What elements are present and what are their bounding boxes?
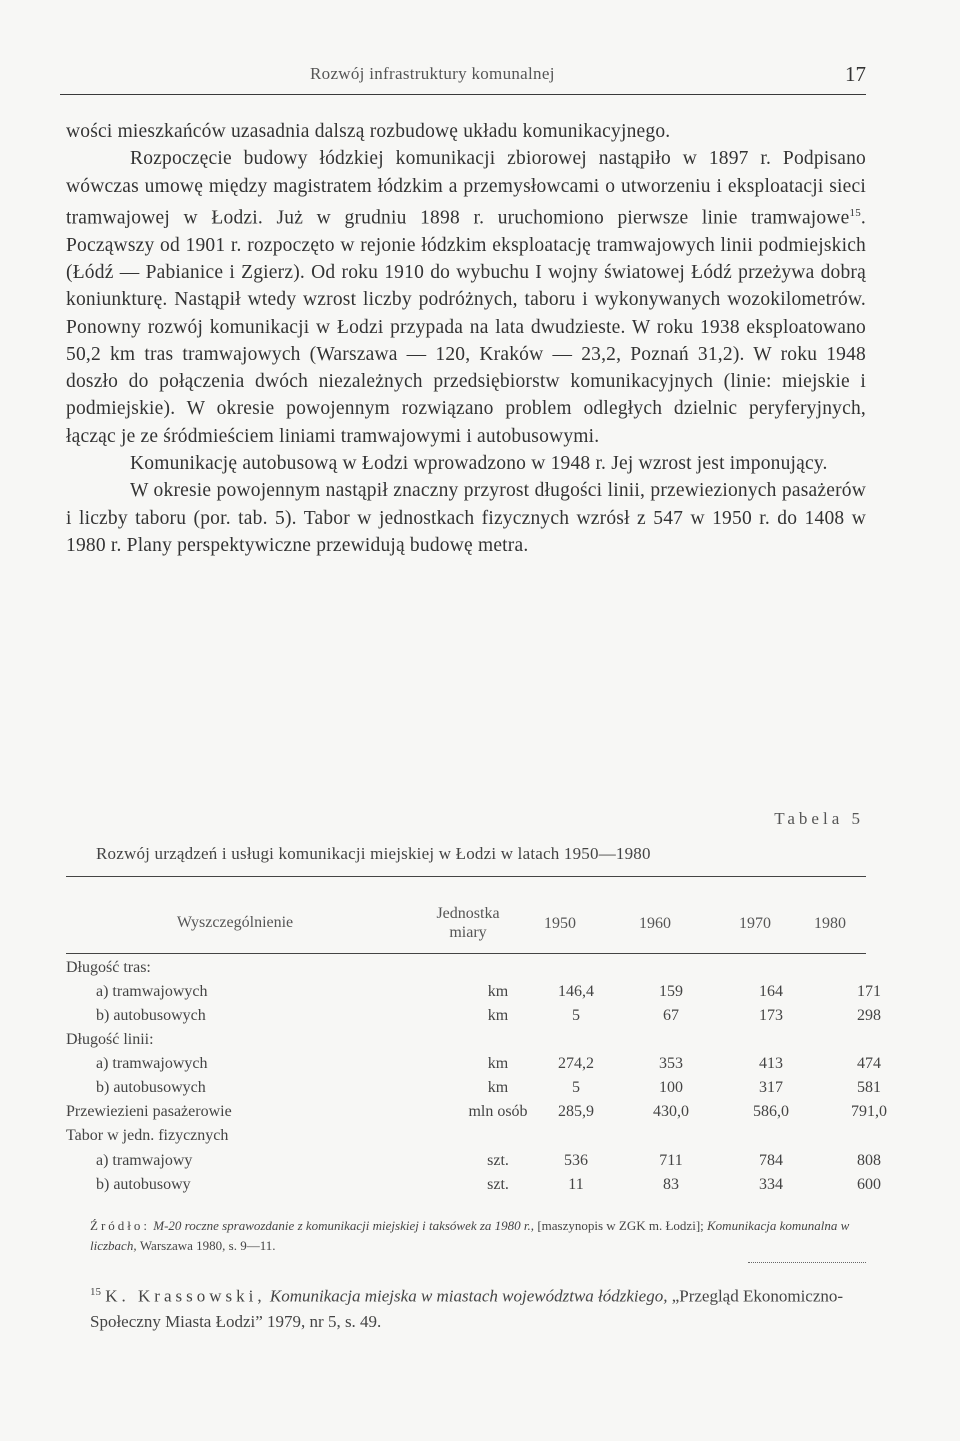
cell-1960: 83	[663, 1176, 679, 1193]
cell-1970: 334	[759, 1176, 783, 1193]
cell-1980: 600	[857, 1176, 881, 1193]
cell-1980: 808	[857, 1152, 881, 1169]
paragraph-2	[66, 145, 866, 450]
table-row	[66, 959, 866, 983]
header-description: Wyszczególnienie	[176, 914, 294, 931]
cell-1970: 586,0	[753, 1103, 789, 1120]
cell-1950: 11	[568, 1176, 584, 1193]
footnote-number: 15	[90, 1286, 101, 1298]
cell-1970: 173	[759, 1007, 783, 1024]
source-text-2: [maszynopis w ZGK m. Łodzi];	[537, 1218, 704, 1233]
table-row	[66, 1152, 881, 1176]
cell-1960: 430,0	[653, 1103, 689, 1120]
table-source	[90, 1216, 866, 1256]
table-row	[66, 983, 881, 1007]
row-label: Długość linii:	[66, 1031, 154, 1048]
cell-1970: 784	[759, 1152, 783, 1169]
cell-1970: 413	[759, 1055, 783, 1072]
cell-1960: 67	[663, 1007, 679, 1024]
source-text-4: Warszawa 1980, s. 9—11.	[139, 1238, 276, 1253]
cell-1980: 474	[857, 1055, 881, 1072]
cell-1960: 353	[659, 1055, 683, 1072]
source-text-1: M-20 roczne sprawozdanie z komunikacji miejskiej i taksówek za 1980 r.,	[153, 1218, 535, 1233]
row-label: Przewiezieni pasażerowie	[66, 1103, 232, 1120]
row-unit: szt.	[487, 1176, 509, 1193]
row-unit: km	[487, 983, 509, 1000]
row-label: b) autobusowy	[96, 1176, 191, 1193]
row-unit: km	[487, 1079, 509, 1096]
row-label: Długość tras:	[66, 959, 151, 976]
header-year-1980: 1980	[814, 915, 846, 932]
footnote	[90, 1280, 866, 1334]
cell-1980: 171	[857, 983, 881, 1000]
table-row	[66, 1079, 881, 1103]
running-title: Rozwój infrastruktury komunalnej	[310, 64, 555, 83]
cell-1950: 5	[572, 1079, 580, 1096]
header-year-1970: 1970	[739, 915, 771, 932]
source-text-3: Komunikacja komunalna w liczbach,	[90, 1218, 850, 1253]
cell-1950: 274,2	[558, 1055, 594, 1072]
table-row	[66, 1127, 866, 1151]
running-header	[60, 64, 866, 95]
table-label: Tabela 5	[774, 809, 864, 828]
cell-1960: 100	[659, 1079, 683, 1096]
cell-1980: 791,0	[851, 1103, 887, 1120]
row-label: a) tramwajowych	[96, 983, 208, 1000]
table-header-rule	[66, 953, 866, 954]
footnote-rule	[748, 1262, 866, 1263]
paragraph-2-text: Rozpoczęcie budowy łódzkiej komunikacji zbiorowej nastąpiło w 1897 r. Podpisano wówczas umowę między magistratem łódzkim a przemysłowcami o utworzeniu i eksploatacji sieci tramwajowej w Łodzi. Już w grudniu 1898 r. uruchomiono pierwsze linie tramwajowe	[66, 148, 866, 229]
table-row	[66, 1031, 866, 1055]
paragraph-4: W okresie powojennym nastąpił znaczny przyrost długości linii, przewiezionych pasażerów i liczby taboru (por. tab. 5). Tabor w jednostkach fizycznych wzrósł z 547 w 1950 r. do 1408 w 1980 r. Plany perspektywiczne przewidują budowę metra.	[66, 480, 866, 556]
cell-1970: 164	[759, 983, 783, 1000]
table-top-rule	[66, 876, 866, 877]
cell-1950: 536	[564, 1152, 588, 1169]
row-label: a) tramwajowy	[96, 1152, 193, 1169]
footnote-title: Komunikacja miejska w miastach województwa łódzkiego,	[269, 1286, 668, 1306]
cell-1960: 159	[659, 983, 683, 1000]
row-unit: km	[487, 1007, 509, 1024]
row-unit: km	[487, 1055, 509, 1072]
header-year-1960: 1960	[639, 915, 671, 932]
table-title: Rozwój urządzeń i usługi komunikacji miejskiej w Łodzi w latach 1950—1980	[96, 844, 651, 863]
paragraph-2-end: .	[860, 207, 866, 229]
paragraph-1: wości mieszkańców uzasadnia dalszą rozbudowę układu komunikacyjnego.	[66, 121, 671, 142]
row-unit: mln osób	[468, 1103, 528, 1120]
header-unit: Jednostka miary	[436, 905, 500, 941]
row-label: b) autobusowych	[96, 1079, 206, 1096]
table-row	[66, 1055, 881, 1079]
footnote-author: K. Krassowski,	[105, 1286, 266, 1306]
cell-1960: 711	[659, 1152, 683, 1169]
table-row	[66, 1176, 881, 1200]
cell-1950: 285,9	[558, 1103, 594, 1120]
source-label: Źródło:	[90, 1218, 150, 1233]
footnote-reference: 15	[849, 206, 861, 219]
table-row	[66, 1007, 881, 1031]
table-row	[66, 1103, 887, 1127]
cell-1980: 581	[857, 1079, 881, 1096]
cell-1980: 298	[857, 1007, 881, 1024]
cell-1950: 5	[572, 1007, 580, 1024]
cell-1970: 317	[759, 1079, 783, 1096]
footnote-rest: „Przegląd Ekonomiczno-Społeczny Miasta Łodzi” 1979, nr 5, s. 49.	[90, 1286, 844, 1331]
row-label: b) autobusowych	[96, 1007, 206, 1024]
page-number: 17	[845, 62, 866, 86]
paragraph-2-cont: Począwszy od 1901 r. rozpoczęto w rejonie łódzkim eksploatację tramwajowych linii podmiejskich (Łódź — Pabianice i Zgierz). Od roku 1910 do wybuchu I wojny światowej Łódź przeżywa dobrą koniunkturę. Nastąpił wtedy wzrost liczby podróżnych, taboru i wykonywanych wozokilometrów. Ponowny rozwój komunikacji w Łodzi przypada na lata dwudzieste. W roku 1938 eksploatowano 50,2 km tras tramwajowych (Warszawa — 120, Kraków — 23,2, Poznań 31,2). W roku 1948 doszło do połączenia dwóch niezależnych przedsiębiorstw komunikacyjnych (linie: miejskie i podmiejskie). W okresie powojennym rozwiązano problem odległych dzielnic peryferyjnych, łącząc je ze śródmieściem liniami tramwajowymi i autobusowymi.	[66, 234, 866, 447]
row-unit: szt.	[487, 1152, 509, 1169]
header-year-1950: 1950	[544, 915, 576, 932]
paragraph-3: Komunikację autobusową w Łodzi wprowadzono w 1948 r. Jej wzrost jest imponujący.	[130, 453, 828, 475]
cell-1950: 146,4	[558, 983, 594, 1000]
row-label: Tabor w jedn. fizycznych	[66, 1127, 229, 1144]
row-label: a) tramwajowych	[96, 1055, 208, 1072]
main-text	[66, 118, 866, 559]
